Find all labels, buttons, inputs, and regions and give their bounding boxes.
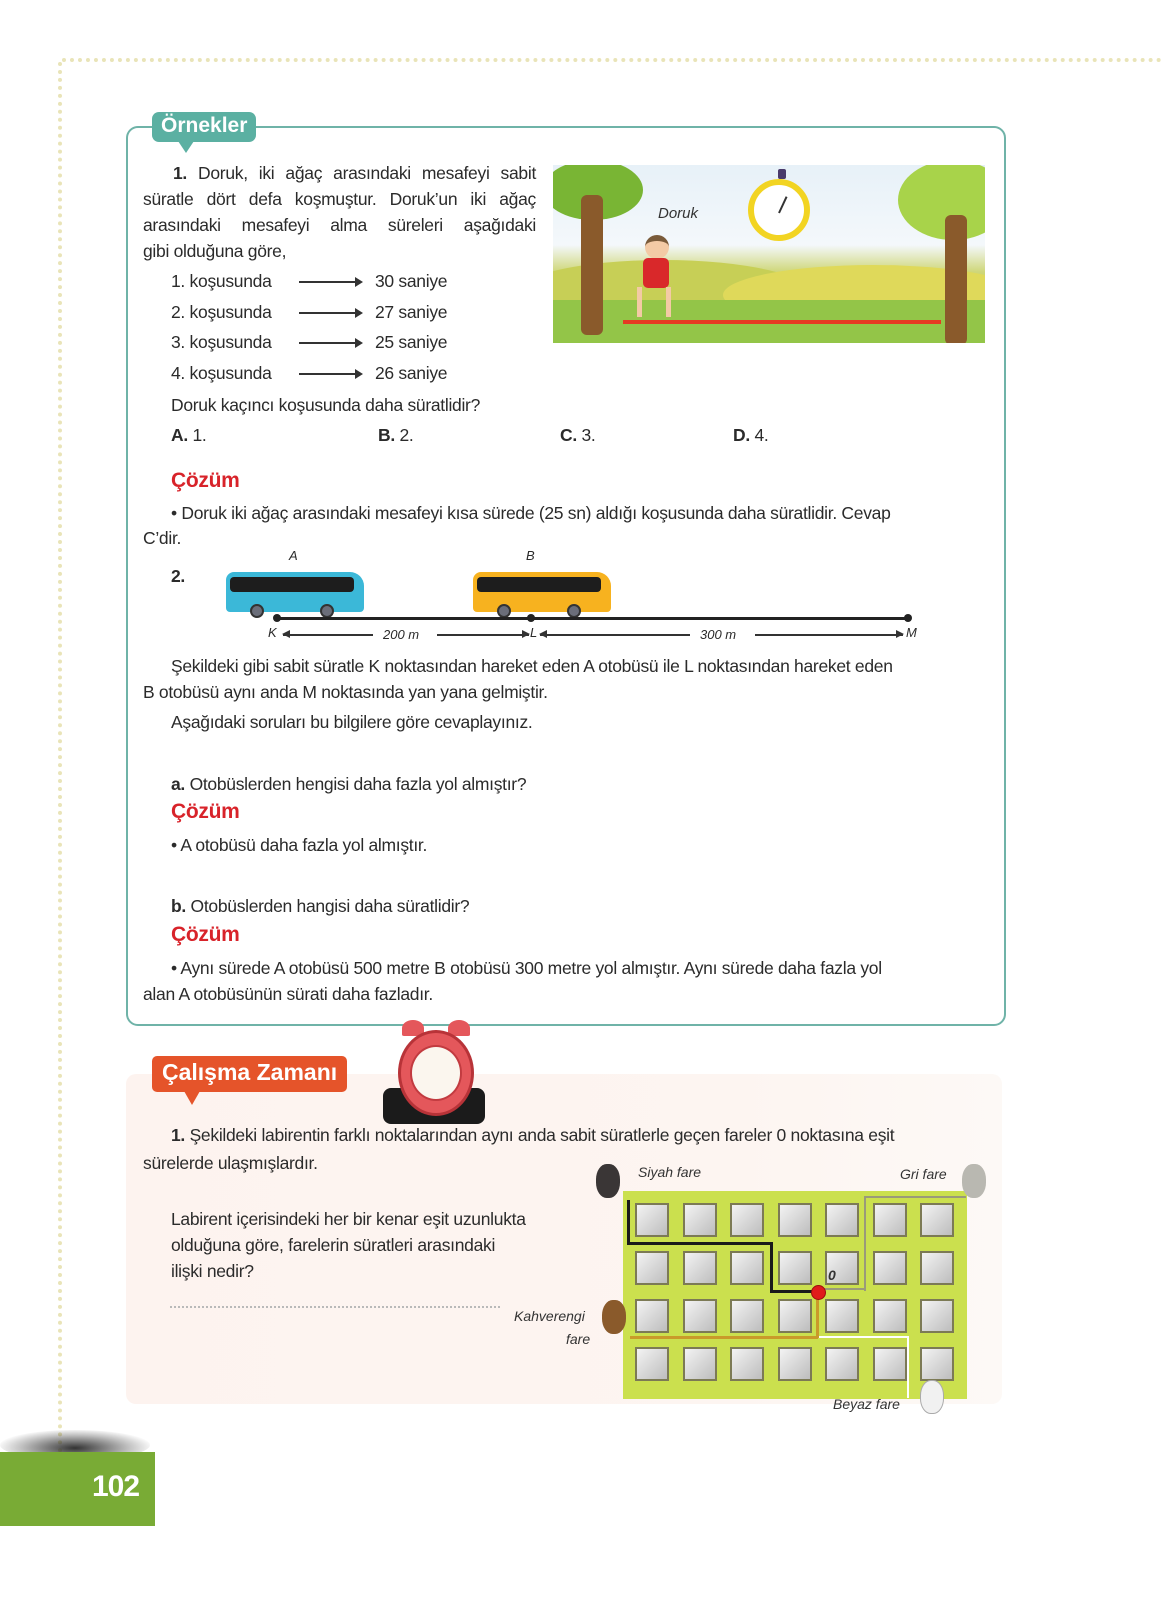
black-mouse-icon [596,1164,620,1198]
solution-title-1: Çözüm [171,469,240,492]
q2-number: 2. [171,566,185,586]
maze-cell [683,1347,717,1381]
q2b-question [171,893,469,919]
option-letter: D. [733,425,750,445]
run-label: 4. koşusunda [171,363,272,383]
maze-cell [920,1299,954,1333]
maze-cell [778,1347,812,1381]
maze-cell [825,1203,859,1237]
practice-q1-sub-1: Labirent içerisindeki her bir kenar eşit uzunlukta [171,1209,526,1229]
brown-mouse-path [630,1336,818,1339]
maze-cell [635,1347,669,1381]
maze-cell [778,1203,812,1237]
maze-cell [730,1251,764,1285]
q1-number: 1. [173,163,187,183]
maze-cell [635,1299,669,1333]
run-row-3 [171,329,447,355]
q2b-letter: b. [171,896,186,916]
maze-cell [778,1299,812,1333]
solution-2b-line-2: alan A otobüsünün sürati daha fazladır. [143,984,433,1004]
black-mouse-path [627,1200,630,1244]
option-a[interactable] [171,422,206,448]
point-l-label: L [530,625,538,640]
q2-text-3: Aşağıdaki soruları bu bilgilere göre cevaplayınız. [171,712,533,732]
point-k-label: K [268,625,277,640]
q2-text-1: Şekildeki gibi sabit süratle K noktasından hareket eden A otobüsü ile L noktasından hareket eden [171,656,893,676]
brown-mouse-label-2: fare [566,1331,591,1347]
runner-icon [645,235,669,259]
gray-mouse-icon [962,1164,986,1198]
white-mouse-label: Beyaz fare [833,1396,900,1412]
q1-line-1 [143,160,536,186]
maze-cell [683,1299,717,1333]
black-mouse-path [770,1290,815,1293]
maze-cell [683,1251,717,1285]
run-label: 1. koşusunda [171,271,272,291]
maze-cell [730,1347,764,1381]
q1-question: Doruk kaçıncı koşusunda daha süratlidir? [171,395,481,415]
stopwatch-icon [748,179,810,241]
practice-q1-sub-3: ilişki nedir? [171,1261,254,1281]
tree-right-trunk [945,215,967,343]
black-mouse-label: Siyah fare [638,1164,702,1180]
black-mouse-path [627,1242,772,1245]
solution-2a: • A otobüsü daha fazla yol almıştır. [171,835,428,855]
option-text: 1. [192,425,207,445]
arrow-right-icon [299,342,361,344]
practice-q1-line-2: sürelerde ulaşmışlardır. [143,1153,318,1173]
maze-cell [730,1203,764,1237]
white-mouse-path [819,1336,909,1398]
brown-mouse-path [816,1296,819,1338]
arrow-right-icon [437,634,529,636]
solution-1-line-1: • Doruk iki ağaç arasındaki mesafeyi kısa sürede (25 sn) aldığı koşusunda daha süratlidir. Cevap [171,503,891,523]
practice-q1-text: Şekildeki labirentin farklı noktalarından aynı anda sabit süratlerle geçen fareler 0 noktasına eşit [189,1125,895,1145]
q2-text-2: B otobüsü aynı anda M noktasında yan yana gelmiştir. [143,682,548,702]
q1-line-4: gibi olduğuna göre, [143,241,287,261]
option-text: 3. [581,425,596,445]
arrow-right-icon [755,634,903,636]
bus-a-icon [226,572,364,612]
point-m-dot [904,614,912,622]
distance-lm: 300 m [700,627,737,642]
zero-label: 0 [828,1267,836,1283]
run-value: 30 saniye [375,271,448,291]
alarm-clock-icon [398,1030,474,1116]
point-zero-dot [811,1285,826,1300]
runner-body [643,258,669,288]
page-border-top [62,58,1162,62]
option-d[interactable] [733,422,768,448]
arrow-left-icon [283,634,373,636]
distance-line [623,320,941,324]
option-c[interactable] [560,422,595,448]
examples-tag: Örnekler [152,112,256,142]
arrow-right-icon [299,312,361,314]
run-row-2 [171,299,447,325]
option-b[interactable] [378,422,413,448]
solution-title-2a: Çözüm [171,800,240,823]
option-letter: C. [560,425,577,445]
answer-line[interactable] [170,1306,500,1308]
gray-mouse-path [864,1196,966,1291]
maze-cell [825,1299,859,1333]
option-letter: A. [171,425,188,445]
bus-b-icon [473,572,611,612]
arrow-right-icon [299,373,361,375]
run-value: 27 saniye [375,302,448,322]
option-letter: B. [378,425,395,445]
practice-q1-number: 1. [171,1125,185,1145]
point-k-dot [273,614,281,622]
brown-mouse-icon [602,1300,626,1334]
maze-cell [873,1299,907,1333]
arrow-right-icon [299,281,361,283]
q2a-question [171,771,526,797]
maze-cell [635,1251,669,1285]
run-row-1 [171,268,447,294]
gray-mouse-label: Gri fare [900,1166,947,1182]
solution-2b-line-1: • Aynı sürede A otobüsü 500 metre B otobüsü 300 metre yol almıştır. Aynı sürede daha fazla yol [171,958,882,978]
practice-q1-sub-2: olduğuna göre, farelerin süratleri arasındaki [171,1235,496,1255]
run-row-4 [171,360,447,386]
point-m-label: M [906,625,917,640]
bus-b-label: B [526,548,535,563]
q2a-letter: a. [171,774,185,794]
run-label: 2. koşusunda [171,302,272,322]
maze-cell [778,1251,812,1285]
q1-line-2: süratle dört defa koşmuştur. Doruk’un iki ağaç [143,189,536,209]
white-mouse-icon [920,1380,944,1414]
page-border-left [58,62,62,1462]
tree-right-icon [898,165,985,240]
run-value: 26 saniye [375,363,448,383]
option-text: 2. [399,425,414,445]
runner-illustration [553,165,985,343]
doruk-label: Doruk [658,205,699,222]
run-label: 3. koşusunda [171,332,272,352]
black-mouse-path [770,1242,773,1292]
maze-cell [683,1203,717,1237]
brown-mouse-label-1: Kahverengi [514,1308,585,1324]
runner-legs [637,287,671,317]
q2b-text: Otobüslerden hangisi daha süratlidir? [190,896,470,916]
run-value: 25 saniye [375,332,448,352]
practice-tag: Çalışma Zamanı [152,1056,347,1092]
point-l-dot [527,614,535,622]
q1-text-1: Doruk, iki ağaç arasındaki mesafeyi sabit [198,163,537,183]
solution-1-line-2: C’dir. [143,528,182,548]
maze-cell [635,1203,669,1237]
page-number: 102 [92,1470,140,1503]
q1-line-3: arasındaki mesafeyi alma süreleri aşağıdaki [143,215,536,235]
maze-cell [920,1347,954,1381]
tree-left-trunk [581,195,603,335]
practice-q1-line-1 [171,1122,894,1148]
arrow-left-icon [540,634,690,636]
q2a-text: Otobüslerden hengisi daha fazla yol almıştır? [189,774,527,794]
solution-title-2b: Çözüm [171,923,240,946]
maze-cell [730,1299,764,1333]
distance-kl: 200 m [383,627,420,642]
route-line [276,617,910,620]
option-text: 4. [754,425,769,445]
bus-a-label: A [289,548,298,563]
